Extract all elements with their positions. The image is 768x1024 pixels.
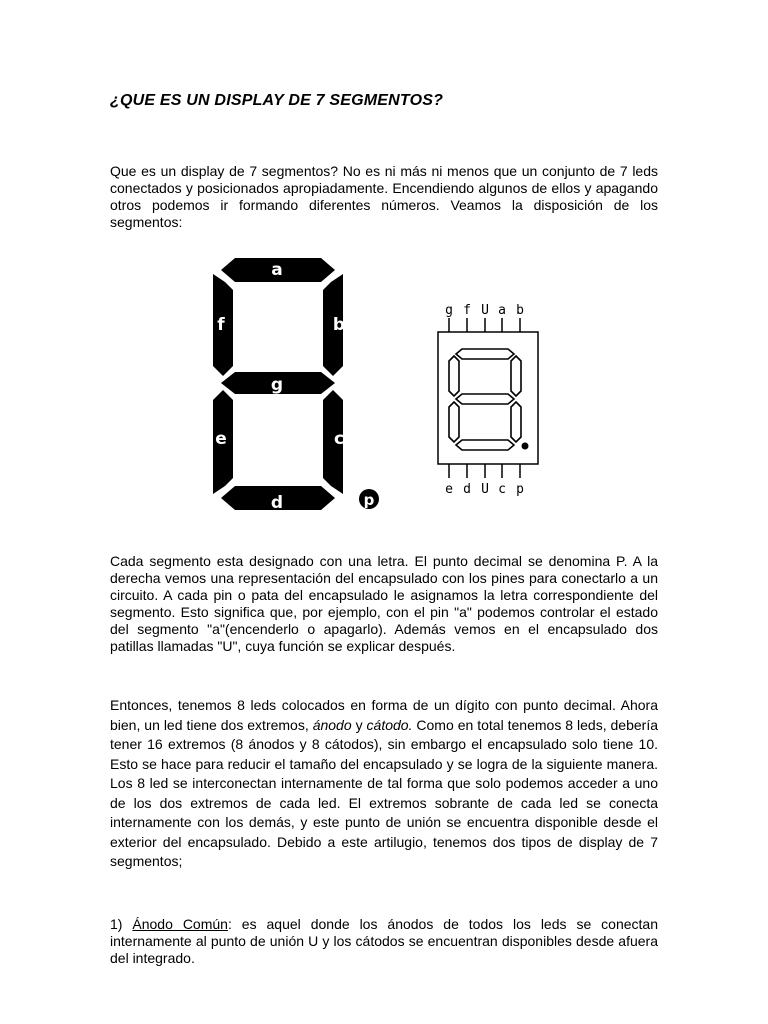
page-title: ¿QUE ES UN DISPLAY DE 7 SEGMENTOS? bbox=[110, 92, 444, 109]
leds-text-1: Entonces, tenemos 8 leds colocados en forma de un dígito con punto decimal. Ahora bien, un led tiene dos extremos, bbox=[110, 697, 658, 733]
segment-label-e: e bbox=[215, 429, 227, 449]
intro-paragraph: Que es un display de 7 segmentos? No es ni más ni menos que un conjunto de 7 leds conectados y posicionados apropiadamente. Encendiendo algunos de ellos y apagando otros podemos ir formando diferentes números. Veamos la disposición de los segmentos: bbox=[110, 163, 658, 230]
pin-label-bottom-3: U bbox=[481, 482, 489, 497]
segment-label-a: a bbox=[271, 260, 283, 280]
pin-label-top-5: b bbox=[516, 303, 524, 318]
pin-label-bottom-5: p bbox=[516, 482, 524, 497]
package-diagram bbox=[428, 298, 548, 498]
package-decimal-point bbox=[522, 443, 529, 450]
catodo-term: cátodo. bbox=[366, 716, 413, 733]
pin-label-top-4: a bbox=[498, 303, 506, 318]
segment-label-b: b bbox=[332, 315, 346, 335]
anodo-comun-term: Ánodo Común bbox=[132, 916, 228, 932]
pin-label-top-2: f bbox=[463, 303, 471, 318]
segments-paragraph: Cada segmento esta designado con una letra. El punto decimal se denomina P. A la derecha vemos una representación del encapsulado con los pines para conectarlo a un circuito. A cada pin o pata del encapsulado le asignamos la letra correspondiente del segmento. Esto significa que, por ejemplo, con el pin "a" podemos controlar el estado del segmento "a"(encenderlo o apagarlo). Además vemos en el encapsulado dos patillas llamadas "U", cuya función se explicar después. bbox=[110, 553, 658, 654]
segment-label-f: f bbox=[217, 315, 225, 335]
leds-text-2: Como en total tenemos 8 leds, debería tener 16 extremos (8 ánodos y 8 cátodos), sin embargo el encapsulado solo tiene 10. Esto se hace para reducir el tamaño del encapsulado y se logra de la siguiente manera. Los 8 led se interconectan internamente de tal forma que solo podemos acceder a uno de los dos extremos de cada led. El extremos sobrante de cada led se conecta internamente con los demás, y este punto de unión se encuentra disponible desde el exterior del encapsulado. Debido a este artilugio, tenemos dos tipos de display de 7 segmentos; bbox=[110, 716, 659, 869]
pin-label-top-3: U bbox=[481, 303, 489, 318]
segment-label-c: c bbox=[333, 429, 345, 449]
pin-label-bottom-2: d bbox=[463, 482, 471, 497]
leds-text-y: y bbox=[351, 716, 367, 733]
leds-paragraph bbox=[110, 696, 658, 872]
seven-segment-diagram bbox=[205, 252, 395, 512]
anodo-term: ánodo bbox=[312, 716, 352, 733]
bottom-pins bbox=[449, 464, 520, 478]
pin-label-top-1: g bbox=[445, 303, 453, 318]
top-pins bbox=[449, 318, 520, 332]
pin-label-bottom-1: e bbox=[445, 482, 453, 497]
segment-label-p: p bbox=[363, 491, 375, 509]
segment-label-d: d bbox=[270, 493, 284, 513]
list-number: 1) bbox=[110, 916, 133, 932]
anodo-comun-paragraph bbox=[110, 916, 658, 967]
segment-label-g: g bbox=[270, 375, 284, 395]
anodo-comun-text: : es aquel donde los ánodos de todos los leds se conectan internamente al punto de unión U y los cátodos se encuentran disponibles desde afuera del integrado. bbox=[110, 916, 658, 966]
pin-label-bottom-4: c bbox=[498, 482, 506, 497]
